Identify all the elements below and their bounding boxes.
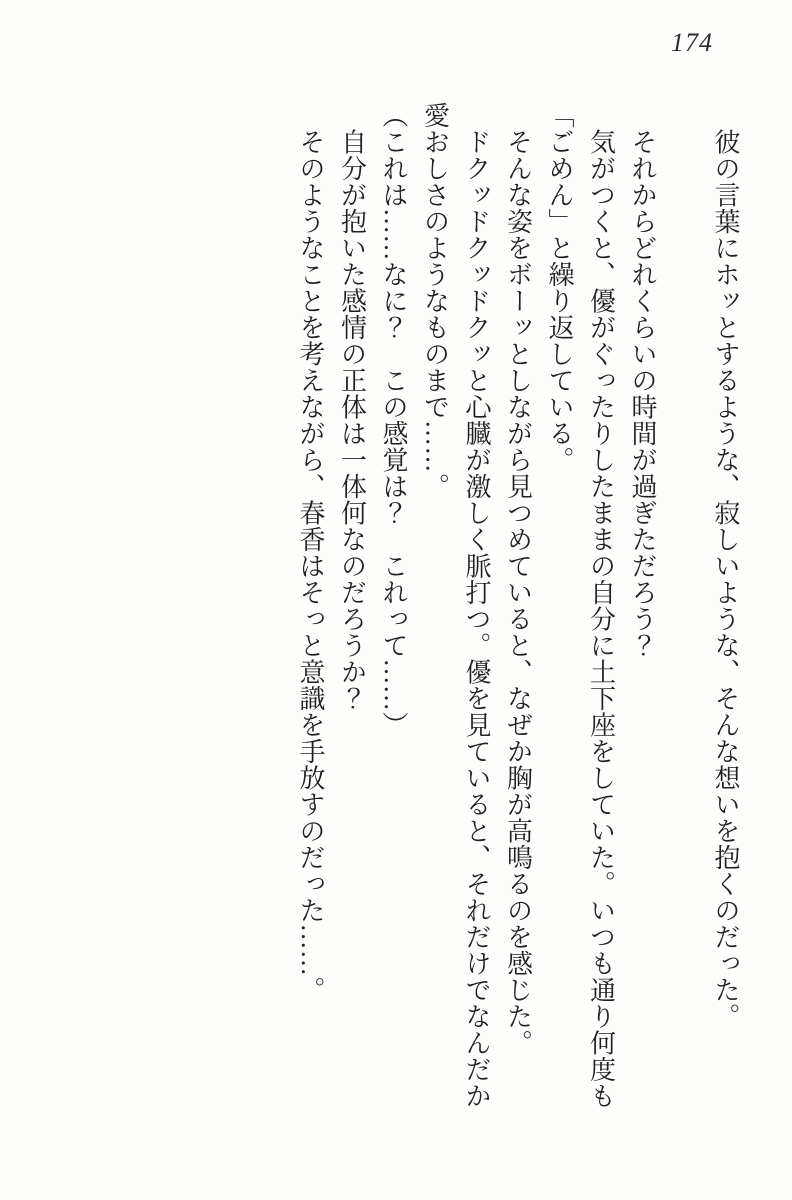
- text-line: 気がつくと、優がぐったりしたままの自分に土下座をしていた。いつも通り何度も: [586, 102, 616, 1109]
- text-block: [290, 102, 747, 1110]
- text-line: （これは……なに？ この感覚は？ これって……）: [379, 102, 408, 738]
- blank-line: [663, 102, 705, 1110]
- text-line: ドクッドクッドクッと心臓が激しく脈打つ。優を見ていると、それだけでなんだか: [462, 102, 491, 1109]
- page-number: 174: [671, 28, 713, 57]
- text-line: そんな姿をボーッとしながら見つめていると、なぜか胸が高鳴るのを感じた。: [503, 102, 533, 1056]
- text-line: 彼の言葉にホッとするような、寂しいような、そんな想いを抱くのだった。: [711, 102, 740, 1030]
- text-line: 自分が抱いた感情の正体は一体何なのだろうか？: [337, 102, 367, 712]
- text-line: 「ごめん」と繰り返している。: [545, 102, 574, 473]
- text-line: そのようなことを考えながら、春香はそっと意識を手放すのだった……。: [296, 102, 325, 1003]
- text-line: それからどれくらいの時間が過ぎただろう？: [628, 102, 657, 659]
- text-line: 愛おしさのようなものまで……。: [420, 102, 450, 500]
